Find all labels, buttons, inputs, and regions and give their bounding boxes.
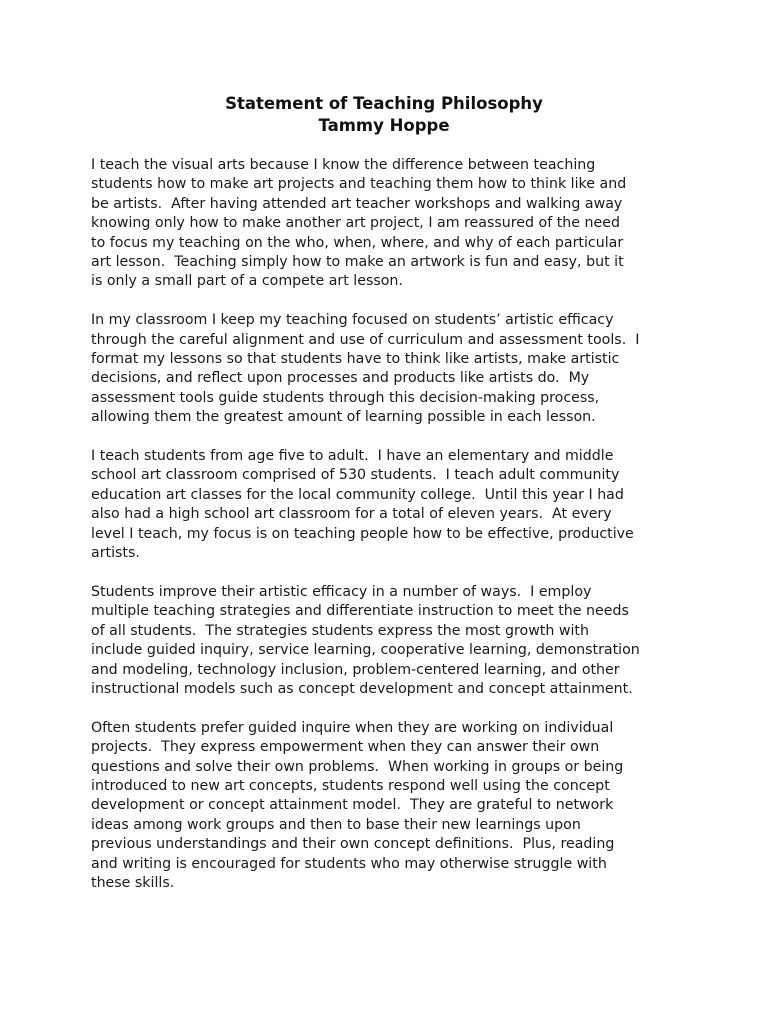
text-line: projects. They express empowerment when they can answer their own [91,739,600,756]
text-line: assessment tools guide students through this decision-making process, [91,389,600,406]
text-line: questions and solve their own problems. When working in groups or being [91,758,624,775]
text-line: ideas among work groups and then to base their new learnings upon [91,816,581,833]
text-line: Students improve their artistic efficacy in a number of ways. I employ [91,583,592,600]
paragraph-4 [91,583,691,699]
text-line: school art classroom comprised of 530 students. I teach adult community [91,467,620,484]
text-line: these skills. [91,874,175,891]
text-line: students how to make art projects and teaching them how to think like and [91,176,627,193]
paragraph-2 [91,311,691,427]
text-line: multiple teaching strategies and differentiate instruction to meet the needs [91,603,629,620]
text-line: through the careful alignment and use of curriculum and assessment tools. I [91,331,640,348]
document-title: Statement of Teaching Philosophy [225,94,543,113]
paragraph-1 [91,156,691,292]
text-line: introduced to new art concepts, students respond well using the concept [91,777,610,794]
text-line: knowing only how to make another art project, I am reassured of the need [91,215,620,232]
text-line: and writing is encouraged for students who may otherwise struggle with [91,855,607,872]
text-line: education art classes for the local community college. Until this year I had [91,486,624,503]
text-line: development or concept attainment model. They are grateful to network [91,797,614,814]
text-line: Often students prefer guided inquire when they are working on individual [91,719,614,736]
text-line: of all students. The strategies students express the most growth with [91,622,589,639]
text-line: instructional models such as concept development and concept attainment. [91,680,633,697]
text-line: In my classroom I keep my teaching focused on students’ artistic efficacy [91,312,614,329]
text-line: include guided inquiry, service learning, cooperative learning, demonstration [91,642,640,659]
document-body [91,156,691,913]
text-line: art lesson. Teaching simply how to make an artwork is fun and easy, but it [91,254,624,271]
text-line: artists. [91,545,140,562]
text-line: I teach students from age five to adult. I have an elementary and middle [91,448,614,465]
text-line: decisions, and reflect upon processes and products like artists do. My [91,370,590,387]
document-author: Tammy Hoppe [318,116,450,135]
title-block [0,93,768,137]
paragraph-3 [91,447,691,563]
text-line: also had a high school art classroom for a total of eleven years. At every [91,506,612,523]
text-line: be artists. After having attended art teacher workshops and walking away [91,195,623,212]
text-line: and modeling, technology inclusion, problem-centered learning, and other [91,661,620,678]
text-line: level I teach, my focus is on teaching people how to be effective, productive [91,525,634,542]
text-line: previous understandings and their own concept definitions. Plus, reading [91,836,615,853]
text-line: is only a small part of a compete art lesson. [91,273,403,290]
text-line: I teach the visual arts because I know the difference between teaching [91,157,596,173]
text-line: to focus my teaching on the who, when, where, and why of each particular [91,234,624,251]
text-line: format my lessons so that students have to think like artists, make artistic [91,351,620,368]
text-line: allowing them the greatest amount of learning possible in each lesson. [91,409,596,426]
paragraph-5 [91,719,691,894]
